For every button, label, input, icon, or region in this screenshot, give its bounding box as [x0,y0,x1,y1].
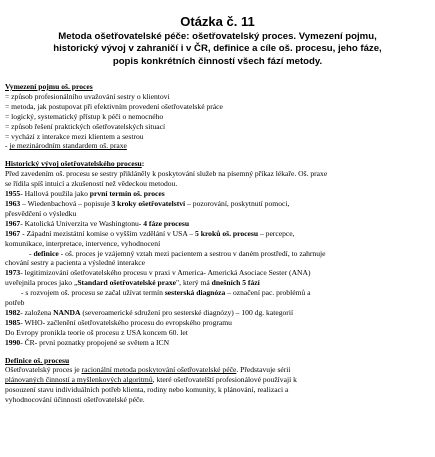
text-line: Do Evropy pronikla teorie oš procesu z USA koncem 60. let [5,327,188,337]
year: 1973 [5,268,21,278]
entry-bold: 3 kroky ošetřovatelství [111,198,186,208]
text-line: vyhodnocování účinnosti ošetřovatelské péče. [5,395,145,405]
entry-bold: Standard ošetřovatelské praxe [77,278,177,288]
year: 1967 [5,228,21,238]
entry-bold: 4 fáze procesu [143,218,190,228]
entry-text: - legitimizování ošetřovatelského procesu v praxi v America- Americká Asociace Sester (ANA) [20,268,311,278]
underlined-text: racionální metoda poskytování ošetřovatelské péče [81,365,237,375]
question-title: Otázka č. 11 [180,14,255,29]
entry-bold: definice [33,248,59,258]
entry-bold: NANDA [53,307,81,317]
entry-text: uveřejnila proces jako „ [5,278,78,288]
text-line: se řídila spíš intuicí a zkušeností než vědeckou metodou. [5,179,178,189]
text-line [5,365,431,375]
entry-text: – Wiedenbachová – popisuje [20,198,112,208]
entry-text: - založena [20,307,54,317]
list-prefix: - [5,141,10,151]
entry-text: – percepce, [258,228,295,238]
text-line [5,278,431,288]
timeline-entry-1963 [5,199,431,209]
timeline-entry-1967a [5,219,431,229]
timeline-entry-1955 [5,189,431,199]
text-line: Před zavedením oš. procesu se sestry přikláněly k poskytování služeb na písemný příkaz lékaře. Oš. praxe [5,169,328,179]
subtitle-line-3: popis konkrétních činností všech fází metody. [112,55,323,67]
entry-text: . Představuje sérii [236,365,291,375]
underlined-text: je mezinárodním standardem oš. praxe [9,141,127,151]
list-item: = způsob řešení praktických ošetřovatelských situací [5,121,166,131]
section-heading-historie [5,159,431,169]
entry-bold: sesterská diagnóza [164,288,226,298]
section-heading-text: Historický vývoj ošetřovatelského procesu [5,159,142,169]
entry-text: - Katolická Univerzita ve Washingtonu- [20,218,144,228]
entry-text: - Hallová použila jako [20,189,90,199]
entry-text: - oš. proces je vzájemný vztah mezi pacientem a sestrou v daném prostředí, to zahrnuje [58,248,326,258]
underlined-text: plánovaných činností a myšlenkových algoritmů [5,375,153,385]
entry-text: – označení pac. problémů a [225,288,311,298]
entry-text: - WHO- začlenění ošetřovatelského procesu do evropského programu [20,317,232,327]
text-line [5,288,431,298]
heading-suffix: : [141,159,145,169]
section-heading-vymezeni: Vymezení pojmu oš. proces [5,82,93,91]
subtitle-line-1: Metoda ošetřovatelské péče: ošetřovatelský proces. Vymezení pojmu, [58,31,377,42]
text-line: chování sestry a pacienta a výsledné interakce [5,258,145,268]
section-historie [5,159,431,347]
question-subtitle [14,31,421,68]
subtitle-line-2: historický vývoj v zahraničí i v ČR, definice a cíle oš. procesu, jeho fáze, [53,43,382,55]
document-body [5,82,431,413]
list-item: = způsob profesionálního uvažování sestry o klientovi [5,91,170,101]
year: 1963 [5,198,21,208]
entry-text: - s rozvojem oš. procesu se začal užívat termín [21,288,165,298]
year: 1985 [5,317,21,327]
entry-text: ", který má [176,278,212,288]
timeline-entry-1967b [5,229,431,239]
title-block [0,14,435,68]
list-item: = logický, systematický přístup k péči o nemocného [5,111,164,121]
section-heading-definice: Definice oš. procesu [5,355,70,365]
text-line: komunikace, interpretace, intervence, vyhodnocení [5,238,161,248]
entry-text: Ošetřovatelský proces je [5,365,82,375]
section-definice [5,356,431,406]
year: 1967 [5,218,21,228]
entry-bold: 5 kroků oš. procesu [195,228,259,238]
timeline-entry-1985 [5,318,431,328]
list-item: = metoda, jak postupovat při efektivním provedení ošetřovatelské práce [5,101,223,111]
list-item: = vychází z interakce mezi klientem a sestrou [5,131,144,141]
entry-bold: dnešních 5 fází [211,278,260,288]
entry-text: - Západní mezistátní komise o vyšším vzdělání v USA – [20,228,196,238]
definition-line [5,249,431,259]
year: 1982 [5,307,21,317]
timeline-entry-1982 [5,308,431,318]
text-line: potřeb [5,298,25,308]
entry-text: (severoamerické sdružení pro sesterské diagnózy) – 100 dg. kategorií [80,307,294,317]
year: 1955 [5,189,21,199]
entry-text: – pozorování, poskytnutí pomoci, [185,198,290,208]
entry-bold: první termín oš. proces [89,189,165,199]
timeline-entry-1973 [5,268,431,278]
timeline-entry-1990 [5,338,431,348]
section-vymezeni [5,82,431,151]
entry-text: - [29,248,34,258]
text-line: posouzení stavu individuálních potřeb klienta, rodiny nebo komunity, k plánování, realizaci a [5,385,289,395]
list-item [5,141,431,151]
entry-text: - ČR- první poznatky propojené se světem a ICN [20,337,170,347]
year: 1990 [5,337,21,347]
text-line [5,375,431,385]
text-line: přesvědčení o výsledku [5,208,77,218]
entry-text: , které ošetřovatelští profesionálové používají k [152,375,297,385]
